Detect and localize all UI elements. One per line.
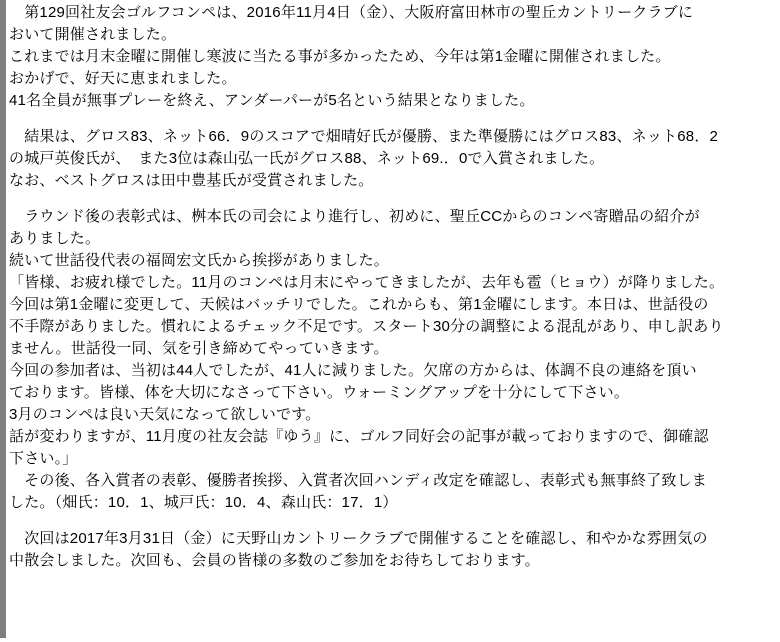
text-line: 話が変わりますが、11月度の社友会誌『ゆう』に、ゴルフ同好会の記事が載っておりますので、御確認 [9, 428, 709, 445]
text-line: 下さい。」 [9, 450, 78, 467]
text-line: おいて開催されました。 [9, 26, 177, 43]
text-line: 3月のコンペは良い天気になって欲しいです。 [9, 406, 321, 423]
left-border-bar [0, 0, 6, 638]
text-line: ラウンド後の表彰式は、桝本氏の司会により進行し、初めに、聖丘CCからのコンペ寄贈品の紹介が [9, 208, 700, 225]
article-text [9, 2, 777, 586]
text-line: 中散会しました。次回も、会員の皆様の多数のご参加をお待ちしております。 [9, 552, 540, 569]
text-line: の城戸英俊氏が、 また3位は森山弘一氏がグロス88、ネット69.．0で入賞されました。 [9, 150, 605, 167]
text-line: 今回は第1金曜に変更して、天候はバッチリでした。これからも、第1金曜にします。本日は、世話役の [9, 296, 709, 313]
text-line: これまでは月末金曜に開催し寒波に当たる事が多かったため、今年は第1金曜に開催されました。 [9, 48, 671, 65]
text-line: 続いて世話役代表の福岡宏文氏から挨拶がありました。 [9, 252, 390, 269]
text-line: 次回は2017年3月31日（金）に天野山カントリークラブで開催することを確認し、和やかな雰囲気の [9, 530, 708, 547]
paragraph [9, 206, 777, 514]
text-line: ております。皆様、体を大切になさって下さい。ウォーミングアップを十分にして下さい。 [9, 384, 630, 401]
text-line: した。（畑氏：10．1、城戸氏：10．4、森山氏：17．1） [9, 494, 398, 511]
text-line: 41名全員が無事プレーを終え、アンダーパーが5名という結果となりました。 [9, 92, 535, 109]
text-line: ありました。 [9, 230, 101, 247]
text-line: なお、ベストグロスは田中豊基氏が受賞されました。 [9, 172, 374, 189]
text-line: 不手際がありました。慣れによるチェック不足です。スタート30分の調整による混乱があり、申し訳あり [9, 318, 724, 335]
paragraph [9, 528, 777, 572]
text-line: 結果は、グロス83、ネット66．9のスコアで畑晴好氏が優勝、また準優勝にはグロス83、ネット68．2 [9, 128, 719, 145]
text-line: 第129回社友会ゴルフコンペは、2016年11月4日（金）、大阪府富田林市の聖丘カントリークラブに [9, 4, 694, 21]
text-line: 「皆様、お疲れ様でした。11月のコンペは月末にやってきましたが、去年も雹（ヒョウ）が降りました。 [9, 274, 725, 291]
text-line: 今回の参加者は、当初は44人でしたが、41人に減りました。欠席の方からは、体調不良の連絡を頂い [9, 362, 697, 379]
text-line: ません。世話役一同、気を引き締めてやっていきます。 [9, 340, 389, 357]
text-line: おかげで、好天に恵まれました。 [9, 70, 237, 87]
paragraph [9, 126, 777, 192]
paragraph [9, 2, 777, 112]
text-line: その後、各入賞者の表彰、優勝者挨拶、入賞者次回ハンディ改定を確認し、表彰式も無事終了致しま [9, 472, 708, 489]
